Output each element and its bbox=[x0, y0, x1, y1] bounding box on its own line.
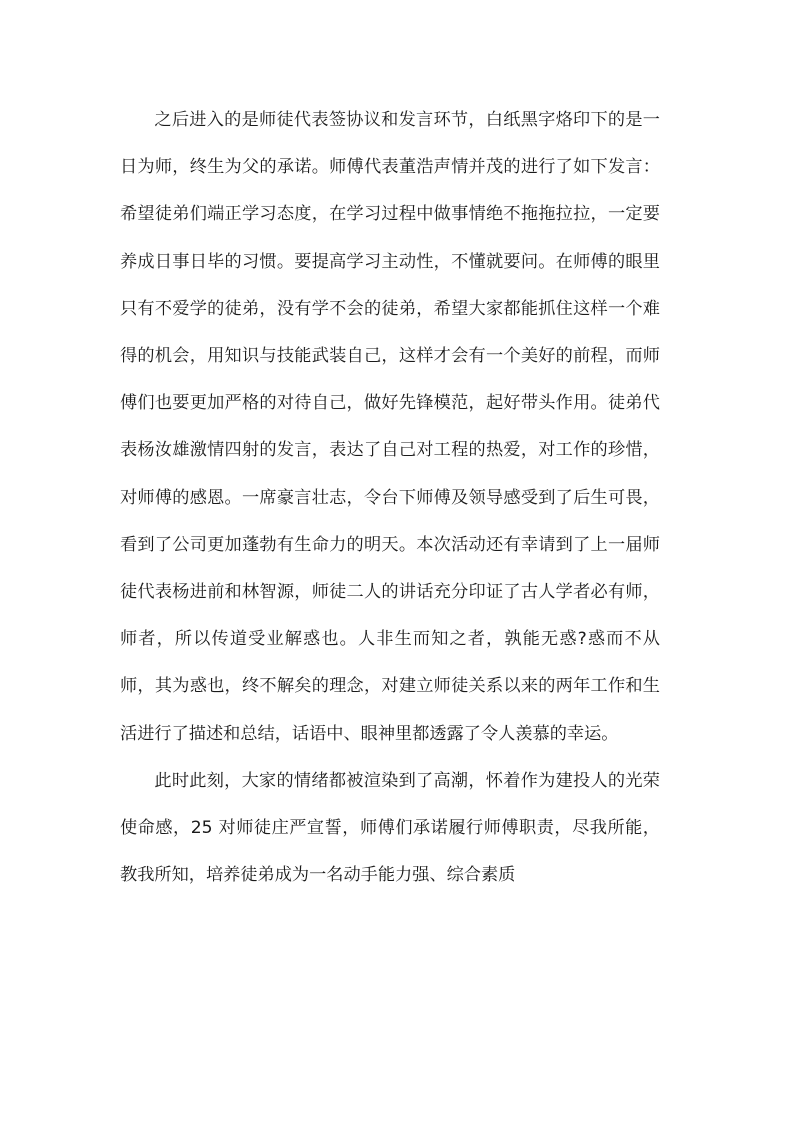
paragraph-signing-and-speeches: 之后进入的是师徒代表签协议和发言环节，白纸黑字烙印下的是一日为师，终生为父的承诺。师傅代表董浩声情并茂的进行了如下发言：希望徒弟们端正学习态度，在学习过程中做事情绝不拖拖拉拉，一定要养成日事日毕的习惯。要提高学习主动性，不懂就要问。在师傅的眼里只有不爱学的徒弟，没有学不会的徒弟，希望大家都能抓住这样一个难得的机会，用知识与技能武装自己，这样才会有一个美好的前程，而师傅们也要更加严格的对待自己，做好先锋模范，起好带头作用。徒弟代表杨汝雄激情四射的发言，表达了自己对工程的热爱，对工作的珍惜，对师傅的感恩。一席豪言壮志，令台下师傅及领导感受到了后生可畏，看到了公司更加蓬勃有生命力的明天。本次活动还有幸请到了上一届师徒代表杨进前和林智源，师徒二人的讲话充分印证了古人学者必有师，师者，所以传道受业解惑也。人非生而知之者，孰能无惑?惑而不从师，其为惑也，终不解矣的理念，对建立师徒关系以来的两年工作和生活进行了描述和总结，话语中、眼神里都透露了令人羡慕的幸运。 bbox=[120, 110, 660, 744]
document-body bbox=[120, 97, 660, 899]
paragraph-oath-ceremony: 此时此刻，大家的情绪都被渲染到了高潮，怀着作为建投人的光荣使命感，25 对师徒庄严宣誓，师傅们承诺履行师傅职责，尽我所能，教我所知，培养徒弟成为一名动手能力强、综合素质 bbox=[120, 770, 660, 886]
